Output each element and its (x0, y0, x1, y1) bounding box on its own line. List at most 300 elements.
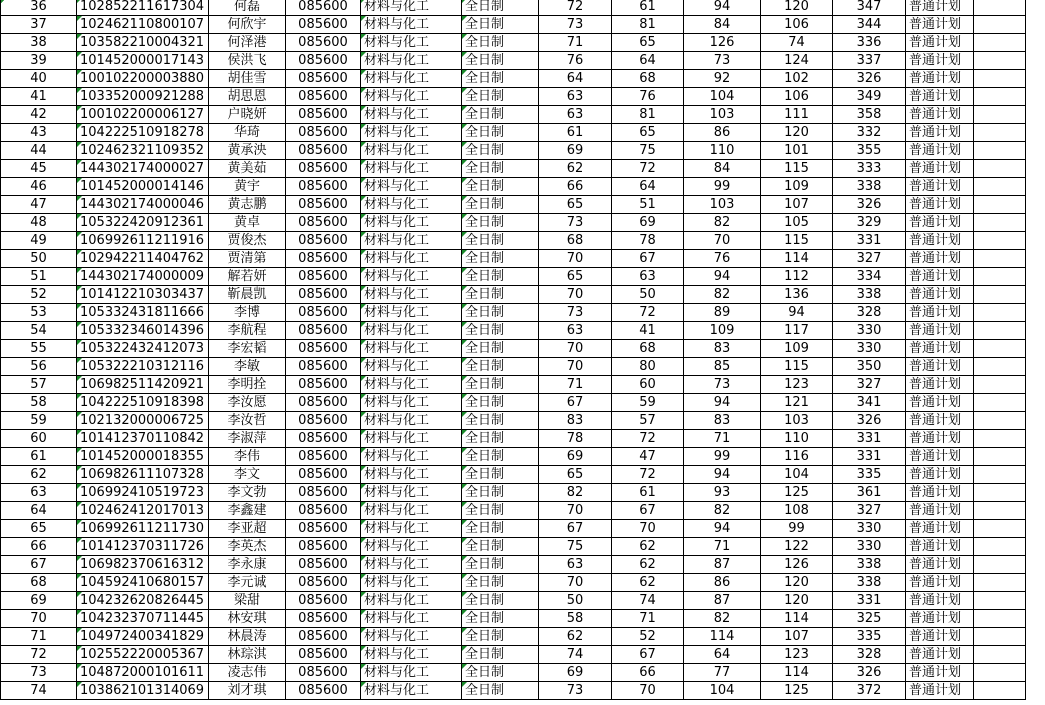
plan-type-cell[interactable]: 普通计划 (906, 286, 974, 304)
exam-id-cell[interactable]: 106982611107328 (77, 466, 209, 484)
student-name-cell[interactable]: 林安琪 (209, 610, 286, 628)
major-name-cell[interactable]: 材料与化工 (361, 448, 462, 466)
exam-id-cell[interactable]: 104222510918398 (77, 394, 209, 412)
score-subject1-cell[interactable]: 92 (684, 70, 761, 88)
major-name-cell[interactable]: 材料与化工 (361, 232, 462, 250)
plan-type-cell[interactable]: 普通计划 (906, 232, 974, 250)
total-score-cell[interactable]: 331 (833, 430, 906, 448)
score-politics-cell[interactable]: 67 (539, 520, 612, 538)
major-code-cell[interactable]: 085600 (286, 286, 361, 304)
score-subject1-cell[interactable]: 104 (684, 88, 761, 106)
major-code-cell[interactable]: 085600 (286, 322, 361, 340)
row-number-cell[interactable]: 52 (1, 286, 77, 304)
score-language-cell[interactable]: 51 (612, 196, 684, 214)
exam-id-cell[interactable]: 101452000018355 (77, 448, 209, 466)
empty-cell[interactable] (974, 610, 1026, 628)
exam-id-cell[interactable]: 102462321109352 (77, 142, 209, 160)
student-name-cell[interactable]: 李亚超 (209, 520, 286, 538)
major-name-cell[interactable]: 材料与化工 (361, 34, 462, 52)
row-number-cell[interactable]: 60 (1, 430, 77, 448)
score-language-cell[interactable]: 80 (612, 358, 684, 376)
student-name-cell[interactable]: 李博 (209, 304, 286, 322)
student-name-cell[interactable]: 胡思恩 (209, 88, 286, 106)
exam-id-cell[interactable]: 103352000921288 (77, 88, 209, 106)
exam-id-cell[interactable]: 100102200003880 (77, 70, 209, 88)
score-politics-cell[interactable]: 65 (539, 268, 612, 286)
row-number-cell[interactable]: 54 (1, 322, 77, 340)
study-mode-cell[interactable]: 全日制 (462, 106, 539, 124)
score-subject1-cell[interactable]: 103 (684, 106, 761, 124)
score-subject1-cell[interactable]: 89 (684, 304, 761, 322)
score-politics-cell[interactable]: 61 (539, 124, 612, 142)
empty-cell[interactable] (974, 0, 1026, 16)
plan-type-cell[interactable]: 普通计划 (906, 556, 974, 574)
exam-id-cell[interactable]: 103582210004321 (77, 34, 209, 52)
student-name-cell[interactable]: 李永康 (209, 556, 286, 574)
row-number-cell[interactable]: 43 (1, 124, 77, 142)
score-subject2-cell[interactable]: 105 (761, 214, 833, 232)
major-code-cell[interactable]: 085600 (286, 304, 361, 322)
score-subject1-cell[interactable]: 104 (684, 682, 761, 700)
major-name-cell[interactable]: 材料与化工 (361, 0, 462, 16)
total-score-cell[interactable]: 326 (833, 412, 906, 430)
score-subject2-cell[interactable]: 120 (761, 124, 833, 142)
score-politics-cell[interactable]: 76 (539, 52, 612, 70)
study-mode-cell[interactable]: 全日制 (462, 412, 539, 430)
student-name-cell[interactable]: 黄承泱 (209, 142, 286, 160)
empty-cell[interactable] (974, 142, 1026, 160)
major-code-cell[interactable]: 085600 (286, 466, 361, 484)
score-subject1-cell[interactable]: 110 (684, 142, 761, 160)
plan-type-cell[interactable]: 普通计划 (906, 394, 974, 412)
exam-id-cell[interactable]: 105322420912361 (77, 214, 209, 232)
study-mode-cell[interactable]: 全日制 (462, 232, 539, 250)
student-name-cell[interactable]: 户晓妍 (209, 106, 286, 124)
student-name-cell[interactable]: 林晨涛 (209, 628, 286, 646)
student-name-cell[interactable]: 李宏韬 (209, 340, 286, 358)
major-code-cell[interactable]: 085600 (286, 340, 361, 358)
plan-type-cell[interactable]: 普通计划 (906, 628, 974, 646)
plan-type-cell[interactable]: 普通计划 (906, 0, 974, 16)
score-politics-cell[interactable]: 70 (539, 358, 612, 376)
study-mode-cell[interactable]: 全日制 (462, 250, 539, 268)
total-score-cell[interactable]: 336 (833, 34, 906, 52)
score-politics-cell[interactable]: 75 (539, 538, 612, 556)
score-language-cell[interactable]: 76 (612, 88, 684, 106)
row-number-cell[interactable]: 48 (1, 214, 77, 232)
total-score-cell[interactable]: 333 (833, 160, 906, 178)
total-score-cell[interactable]: 358 (833, 106, 906, 124)
total-score-cell[interactable]: 330 (833, 520, 906, 538)
empty-cell[interactable] (974, 214, 1026, 232)
major-code-cell[interactable]: 085600 (286, 376, 361, 394)
major-name-cell[interactable]: 材料与化工 (361, 538, 462, 556)
exam-id-cell[interactable]: 103862101314069 (77, 682, 209, 700)
major-name-cell[interactable]: 材料与化工 (361, 466, 462, 484)
empty-cell[interactable] (974, 70, 1026, 88)
score-subject1-cell[interactable]: 82 (684, 286, 761, 304)
major-name-cell[interactable]: 材料与化工 (361, 106, 462, 124)
major-name-cell[interactable]: 材料与化工 (361, 484, 462, 502)
score-subject1-cell[interactable]: 83 (684, 340, 761, 358)
score-subject1-cell[interactable]: 109 (684, 322, 761, 340)
major-name-cell[interactable]: 材料与化工 (361, 286, 462, 304)
score-language-cell[interactable]: 62 (612, 556, 684, 574)
score-subject2-cell[interactable]: 114 (761, 610, 833, 628)
empty-cell[interactable] (974, 232, 1026, 250)
row-number-cell[interactable]: 41 (1, 88, 77, 106)
major-name-cell[interactable]: 材料与化工 (361, 412, 462, 430)
exam-id-cell[interactable]: 101412370311726 (77, 538, 209, 556)
study-mode-cell[interactable]: 全日制 (462, 70, 539, 88)
score-subject2-cell[interactable]: 74 (761, 34, 833, 52)
student-name-cell[interactable]: 黄美茹 (209, 160, 286, 178)
study-mode-cell[interactable]: 全日制 (462, 394, 539, 412)
score-politics-cell[interactable]: 74 (539, 646, 612, 664)
score-language-cell[interactable]: 67 (612, 502, 684, 520)
exam-id-cell[interactable]: 101452000014146 (77, 178, 209, 196)
major-code-cell[interactable]: 085600 (286, 106, 361, 124)
row-number-cell[interactable]: 56 (1, 358, 77, 376)
plan-type-cell[interactable]: 普通计划 (906, 520, 974, 538)
study-mode-cell[interactable]: 全日制 (462, 16, 539, 34)
major-name-cell[interactable]: 材料与化工 (361, 322, 462, 340)
score-language-cell[interactable]: 72 (612, 430, 684, 448)
score-politics-cell[interactable]: 58 (539, 610, 612, 628)
study-mode-cell[interactable]: 全日制 (462, 574, 539, 592)
score-subject1-cell[interactable]: 94 (684, 0, 761, 16)
total-score-cell[interactable]: 338 (833, 574, 906, 592)
score-politics-cell[interactable]: 70 (539, 340, 612, 358)
exam-id-cell[interactable]: 106992611211730 (77, 520, 209, 538)
major-code-cell[interactable]: 085600 (286, 592, 361, 610)
major-name-cell[interactable]: 材料与化工 (361, 88, 462, 106)
score-subject1-cell[interactable]: 94 (684, 268, 761, 286)
plan-type-cell[interactable]: 普通计划 (906, 592, 974, 610)
total-score-cell[interactable]: 335 (833, 628, 906, 646)
total-score-cell[interactable]: 331 (833, 232, 906, 250)
empty-cell[interactable] (974, 502, 1026, 520)
total-score-cell[interactable]: 330 (833, 538, 906, 556)
row-number-cell[interactable]: 57 (1, 376, 77, 394)
score-subject2-cell[interactable]: 103 (761, 412, 833, 430)
score-subject1-cell[interactable]: 93 (684, 484, 761, 502)
row-number-cell[interactable]: 42 (1, 106, 77, 124)
student-name-cell[interactable]: 李文勃 (209, 484, 286, 502)
major-code-cell[interactable]: 085600 (286, 412, 361, 430)
major-name-cell[interactable]: 材料与化工 (361, 268, 462, 286)
empty-cell[interactable] (974, 178, 1026, 196)
plan-type-cell[interactable]: 普通计划 (906, 52, 974, 70)
major-name-cell[interactable]: 材料与化工 (361, 610, 462, 628)
plan-type-cell[interactable]: 普通计划 (906, 268, 974, 286)
exam-id-cell[interactable]: 105332346014396 (77, 322, 209, 340)
total-score-cell[interactable]: 327 (833, 376, 906, 394)
student-name-cell[interactable]: 胡佳雪 (209, 70, 286, 88)
study-mode-cell[interactable]: 全日制 (462, 664, 539, 682)
row-number-cell[interactable]: 70 (1, 610, 77, 628)
exam-id-cell[interactable]: 102552220005367 (77, 646, 209, 664)
score-subject2-cell[interactable]: 123 (761, 376, 833, 394)
study-mode-cell[interactable]: 全日制 (462, 88, 539, 106)
major-name-cell[interactable]: 材料与化工 (361, 556, 462, 574)
exam-id-cell[interactable]: 101412210303437 (77, 286, 209, 304)
score-politics-cell[interactable]: 50 (539, 592, 612, 610)
study-mode-cell[interactable]: 全日制 (462, 556, 539, 574)
total-score-cell[interactable]: 349 (833, 88, 906, 106)
total-score-cell[interactable]: 328 (833, 646, 906, 664)
study-mode-cell[interactable]: 全日制 (462, 322, 539, 340)
major-name-cell[interactable]: 材料与化工 (361, 574, 462, 592)
major-name-cell[interactable]: 材料与化工 (361, 502, 462, 520)
score-subject2-cell[interactable]: 106 (761, 16, 833, 34)
empty-cell[interactable] (974, 250, 1026, 268)
empty-cell[interactable] (974, 160, 1026, 178)
total-score-cell[interactable]: 329 (833, 214, 906, 232)
score-subject2-cell[interactable]: 94 (761, 304, 833, 322)
major-code-cell[interactable]: 085600 (286, 646, 361, 664)
empty-cell[interactable] (974, 430, 1026, 448)
row-number-cell[interactable]: 53 (1, 304, 77, 322)
score-subject2-cell[interactable]: 116 (761, 448, 833, 466)
exam-id-cell[interactable]: 144302174000009 (77, 268, 209, 286)
major-code-cell[interactable]: 085600 (286, 394, 361, 412)
score-subject2-cell[interactable]: 107 (761, 196, 833, 214)
plan-type-cell[interactable]: 普通计划 (906, 16, 974, 34)
major-code-cell[interactable]: 085600 (286, 484, 361, 502)
row-number-cell[interactable]: 40 (1, 70, 77, 88)
plan-type-cell[interactable]: 普通计划 (906, 250, 974, 268)
study-mode-cell[interactable]: 全日制 (462, 592, 539, 610)
row-number-cell[interactable]: 63 (1, 484, 77, 502)
student-name-cell[interactable]: 贾俊杰 (209, 232, 286, 250)
major-name-cell[interactable]: 材料与化工 (361, 124, 462, 142)
student-name-cell[interactable]: 李淑萍 (209, 430, 286, 448)
major-code-cell[interactable]: 085600 (286, 574, 361, 592)
total-score-cell[interactable]: 330 (833, 322, 906, 340)
exam-id-cell[interactable]: 106982370616312 (77, 556, 209, 574)
major-name-cell[interactable]: 材料与化工 (361, 628, 462, 646)
score-language-cell[interactable]: 70 (612, 682, 684, 700)
study-mode-cell[interactable]: 全日制 (462, 520, 539, 538)
score-subject1-cell[interactable]: 71 (684, 538, 761, 556)
score-subject2-cell[interactable]: 136 (761, 286, 833, 304)
exam-id-cell[interactable]: 104232620826445 (77, 592, 209, 610)
score-politics-cell[interactable]: 82 (539, 484, 612, 502)
exam-id-cell[interactable]: 144302174000046 (77, 196, 209, 214)
empty-cell[interactable] (974, 448, 1026, 466)
study-mode-cell[interactable]: 全日制 (462, 286, 539, 304)
total-score-cell[interactable]: 330 (833, 340, 906, 358)
student-name-cell[interactable]: 黄志鹏 (209, 196, 286, 214)
major-name-cell[interactable]: 材料与化工 (361, 358, 462, 376)
plan-type-cell[interactable]: 普通计划 (906, 70, 974, 88)
row-number-cell[interactable]: 45 (1, 160, 77, 178)
total-score-cell[interactable]: 337 (833, 52, 906, 70)
empty-cell[interactable] (974, 268, 1026, 286)
major-name-cell[interactable]: 材料与化工 (361, 430, 462, 448)
study-mode-cell[interactable]: 全日制 (462, 178, 539, 196)
plan-type-cell[interactable]: 普通计划 (906, 340, 974, 358)
study-mode-cell[interactable]: 全日制 (462, 484, 539, 502)
study-mode-cell[interactable]: 全日制 (462, 268, 539, 286)
score-subject1-cell[interactable]: 86 (684, 574, 761, 592)
score-politics-cell[interactable]: 63 (539, 106, 612, 124)
score-subject2-cell[interactable]: 121 (761, 394, 833, 412)
exam-id-cell[interactable]: 105322432412073 (77, 340, 209, 358)
score-politics-cell[interactable]: 70 (539, 574, 612, 592)
major-name-cell[interactable]: 材料与化工 (361, 340, 462, 358)
score-language-cell[interactable]: 69 (612, 214, 684, 232)
plan-type-cell[interactable]: 普通计划 (906, 124, 974, 142)
score-language-cell[interactable]: 81 (612, 106, 684, 124)
study-mode-cell[interactable]: 全日制 (462, 196, 539, 214)
study-mode-cell[interactable]: 全日制 (462, 124, 539, 142)
empty-cell[interactable] (974, 466, 1026, 484)
total-score-cell[interactable]: 327 (833, 502, 906, 520)
plan-type-cell[interactable]: 普通计划 (906, 322, 974, 340)
row-number-cell[interactable]: 69 (1, 592, 77, 610)
score-politics-cell[interactable]: 78 (539, 430, 612, 448)
major-code-cell[interactable]: 085600 (286, 232, 361, 250)
total-score-cell[interactable]: 331 (833, 592, 906, 610)
empty-cell[interactable] (974, 538, 1026, 556)
score-subject1-cell[interactable]: 64 (684, 646, 761, 664)
score-subject2-cell[interactable]: 99 (761, 520, 833, 538)
score-language-cell[interactable]: 57 (612, 412, 684, 430)
row-number-cell[interactable]: 37 (1, 16, 77, 34)
student-name-cell[interactable]: 梁甜 (209, 592, 286, 610)
study-mode-cell[interactable]: 全日制 (462, 502, 539, 520)
major-name-cell[interactable]: 材料与化工 (361, 52, 462, 70)
empty-cell[interactable] (974, 394, 1026, 412)
score-subject2-cell[interactable]: 120 (761, 0, 833, 16)
major-code-cell[interactable]: 085600 (286, 0, 361, 16)
row-number-cell[interactable]: 61 (1, 448, 77, 466)
row-number-cell[interactable]: 65 (1, 520, 77, 538)
empty-cell[interactable] (974, 358, 1026, 376)
score-language-cell[interactable]: 78 (612, 232, 684, 250)
major-name-cell[interactable]: 材料与化工 (361, 394, 462, 412)
score-subject1-cell[interactable]: 86 (684, 124, 761, 142)
empty-cell[interactable] (974, 196, 1026, 214)
major-name-cell[interactable]: 材料与化工 (361, 196, 462, 214)
score-language-cell[interactable]: 63 (612, 268, 684, 286)
total-score-cell[interactable]: 372 (833, 682, 906, 700)
exam-id-cell[interactable]: 104592410680157 (77, 574, 209, 592)
major-code-cell[interactable]: 085600 (286, 214, 361, 232)
exam-id-cell[interactable]: 106992611211916 (77, 232, 209, 250)
score-language-cell[interactable]: 50 (612, 286, 684, 304)
total-score-cell[interactable]: 350 (833, 358, 906, 376)
exam-id-cell[interactable]: 102462110800107 (77, 16, 209, 34)
score-politics-cell[interactable]: 73 (539, 214, 612, 232)
score-politics-cell[interactable]: 63 (539, 322, 612, 340)
row-number-cell[interactable]: 49 (1, 232, 77, 250)
score-subject2-cell[interactable]: 126 (761, 556, 833, 574)
score-language-cell[interactable]: 62 (612, 574, 684, 592)
plan-type-cell[interactable]: 普通计划 (906, 196, 974, 214)
row-number-cell[interactable]: 44 (1, 142, 77, 160)
score-subject1-cell[interactable]: 73 (684, 52, 761, 70)
row-number-cell[interactable]: 51 (1, 268, 77, 286)
major-code-cell[interactable]: 085600 (286, 448, 361, 466)
score-subject1-cell[interactable]: 94 (684, 520, 761, 538)
student-name-cell[interactable]: 黄卓 (209, 214, 286, 232)
empty-cell[interactable] (974, 106, 1026, 124)
student-name-cell[interactable]: 李英杰 (209, 538, 286, 556)
study-mode-cell[interactable]: 全日制 (462, 142, 539, 160)
score-subject1-cell[interactable]: 82 (684, 610, 761, 628)
row-number-cell[interactable]: 74 (1, 682, 77, 700)
major-code-cell[interactable]: 085600 (286, 196, 361, 214)
major-code-cell[interactable]: 085600 (286, 160, 361, 178)
score-subject1-cell[interactable]: 84 (684, 16, 761, 34)
score-subject2-cell[interactable]: 117 (761, 322, 833, 340)
row-number-cell[interactable]: 72 (1, 646, 77, 664)
empty-cell[interactable] (974, 88, 1026, 106)
major-name-cell[interactable]: 材料与化工 (361, 646, 462, 664)
total-score-cell[interactable]: 326 (833, 70, 906, 88)
score-language-cell[interactable]: 75 (612, 142, 684, 160)
score-politics-cell[interactable]: 64 (539, 70, 612, 88)
major-name-cell[interactable]: 材料与化工 (361, 70, 462, 88)
plan-type-cell[interactable]: 普通计划 (906, 502, 974, 520)
score-language-cell[interactable]: 71 (612, 610, 684, 628)
plan-type-cell[interactable]: 普通计划 (906, 466, 974, 484)
score-subject2-cell[interactable]: 114 (761, 664, 833, 682)
study-mode-cell[interactable]: 全日制 (462, 628, 539, 646)
row-number-cell[interactable]: 59 (1, 412, 77, 430)
score-politics-cell[interactable]: 71 (539, 376, 612, 394)
total-score-cell[interactable]: 335 (833, 466, 906, 484)
major-code-cell[interactable]: 085600 (286, 142, 361, 160)
student-name-cell[interactable]: 侯洪飞 (209, 52, 286, 70)
total-score-cell[interactable]: 355 (833, 142, 906, 160)
plan-type-cell[interactable]: 普通计划 (906, 88, 974, 106)
score-language-cell[interactable]: 41 (612, 322, 684, 340)
major-name-cell[interactable]: 材料与化工 (361, 520, 462, 538)
row-number-cell[interactable]: 64 (1, 502, 77, 520)
score-politics-cell[interactable]: 69 (539, 142, 612, 160)
row-number-cell[interactable]: 36 (1, 0, 77, 16)
score-language-cell[interactable]: 67 (612, 250, 684, 268)
score-politics-cell[interactable]: 71 (539, 34, 612, 52)
empty-cell[interactable] (974, 556, 1026, 574)
student-name-cell[interactable]: 李汝哲 (209, 412, 286, 430)
total-score-cell[interactable]: 341 (833, 394, 906, 412)
exam-id-cell[interactable]: 100102200006127 (77, 106, 209, 124)
student-name-cell[interactable]: 李汝愿 (209, 394, 286, 412)
total-score-cell[interactable]: 334 (833, 268, 906, 286)
plan-type-cell[interactable]: 普通计划 (906, 142, 974, 160)
score-politics-cell[interactable]: 68 (539, 232, 612, 250)
major-code-cell[interactable]: 085600 (286, 520, 361, 538)
score-subject2-cell[interactable]: 125 (761, 484, 833, 502)
score-language-cell[interactable]: 81 (612, 16, 684, 34)
plan-type-cell[interactable]: 普通计划 (906, 682, 974, 700)
score-subject1-cell[interactable]: 103 (684, 196, 761, 214)
major-name-cell[interactable]: 材料与化工 (361, 142, 462, 160)
total-score-cell[interactable]: 327 (833, 250, 906, 268)
exam-id-cell[interactable]: 105332431811666 (77, 304, 209, 322)
plan-type-cell[interactable]: 普通计划 (906, 646, 974, 664)
study-mode-cell[interactable]: 全日制 (462, 304, 539, 322)
major-code-cell[interactable]: 085600 (286, 178, 361, 196)
empty-cell[interactable] (974, 682, 1026, 700)
row-number-cell[interactable]: 62 (1, 466, 77, 484)
score-language-cell[interactable]: 72 (612, 304, 684, 322)
